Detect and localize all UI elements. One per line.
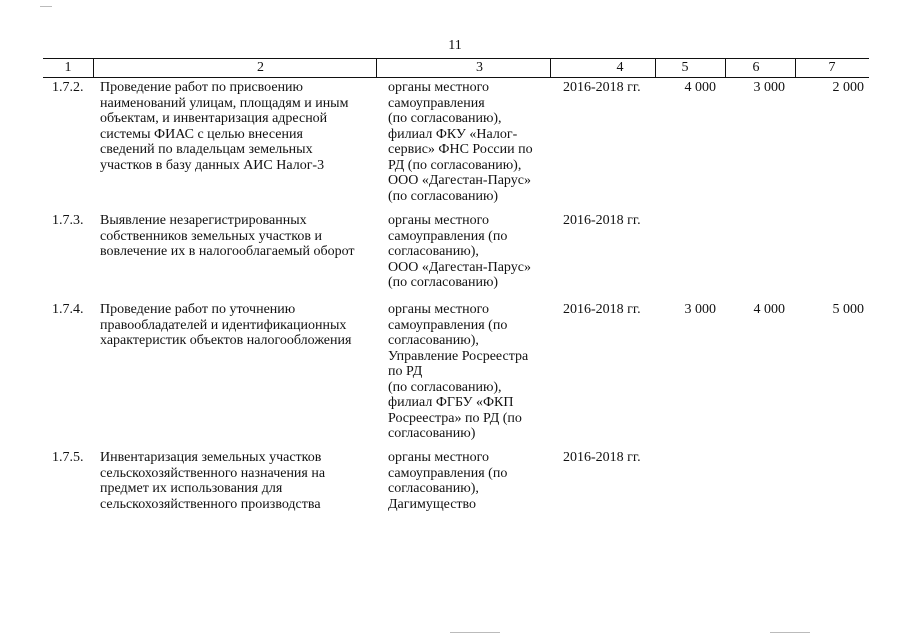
row-col5-value: 3 000 xyxy=(684,302,716,317)
scan-speck xyxy=(450,632,500,633)
header-col-1: 1 xyxy=(64,60,72,75)
header-col-7: 7 xyxy=(828,60,836,75)
header-col-6: 6 xyxy=(752,60,760,75)
row-executors: органы местного самоуправления (по согласованию), ООО «Дагестан-Парус» (по согласованию) xyxy=(388,213,531,290)
row-description: Выявление незарегистрированных собственников земельных участков и вовлечение их в налогооблагаемый оборот xyxy=(100,213,355,259)
row-description: Проведение работ по присвоению наименований улицам, площадям и иным объектам, и инвентаризация адресной системы ФИАС с целью внесения сведений по владельцам земельных участков в базу данных АИС Налог-3 xyxy=(100,80,349,173)
table-header xyxy=(43,58,869,78)
row-description: Проведение работ по уточнению правообладателей и идентификационных характеристик объектов налогообложения xyxy=(100,302,352,348)
header-col-4: 4 xyxy=(616,60,624,75)
row-executors: органы местного самоуправления (по согласованию), Дагимущество xyxy=(388,450,508,512)
page-number: 11 xyxy=(448,38,462,53)
row-term: 2016-2018 гг. xyxy=(563,80,641,95)
row-number: 1.7.4. xyxy=(52,302,84,317)
row-number: 1.7.5. xyxy=(52,450,84,465)
header-col-5: 5 xyxy=(681,60,689,75)
row-term: 2016-2018 гг. xyxy=(563,302,641,317)
row-col6-value: 4 000 xyxy=(753,302,785,317)
row-executors: органы местного самоуправления (по согласованию), Управление Росреестра по РД (по согласованию), филиал ФГБУ «ФКП Росреестра» по РД (по согласованию) xyxy=(388,302,529,441)
row-col7-value: 2 000 xyxy=(832,80,864,95)
row-term: 2016-2018 гг. xyxy=(563,450,641,465)
row-number: 1.7.2. xyxy=(52,80,84,95)
row-description: Инвентаризация земельных участков сельскохозяйственного назначения на предмет их использования для сельскохозяйственного производства xyxy=(100,450,326,512)
row-executors: органы местного самоуправления (по согласованию), филиал ФКУ «Налог- сервис» ФНС России по РД (по согласованию), ООО «Дагестан-Парус» (по согласованию) xyxy=(388,80,533,204)
row-term: 2016-2018 гг. xyxy=(563,213,641,228)
header-col-2: 2 xyxy=(257,60,264,75)
scan-speck xyxy=(40,6,52,7)
scan-speck xyxy=(770,632,810,633)
row-col6-value: 3 000 xyxy=(753,80,785,95)
row-number: 1.7.3. xyxy=(52,213,84,228)
row-col7-value: 5 000 xyxy=(832,302,864,317)
row-col5-value: 4 000 xyxy=(684,80,716,95)
header-col-3: 3 xyxy=(476,60,483,75)
